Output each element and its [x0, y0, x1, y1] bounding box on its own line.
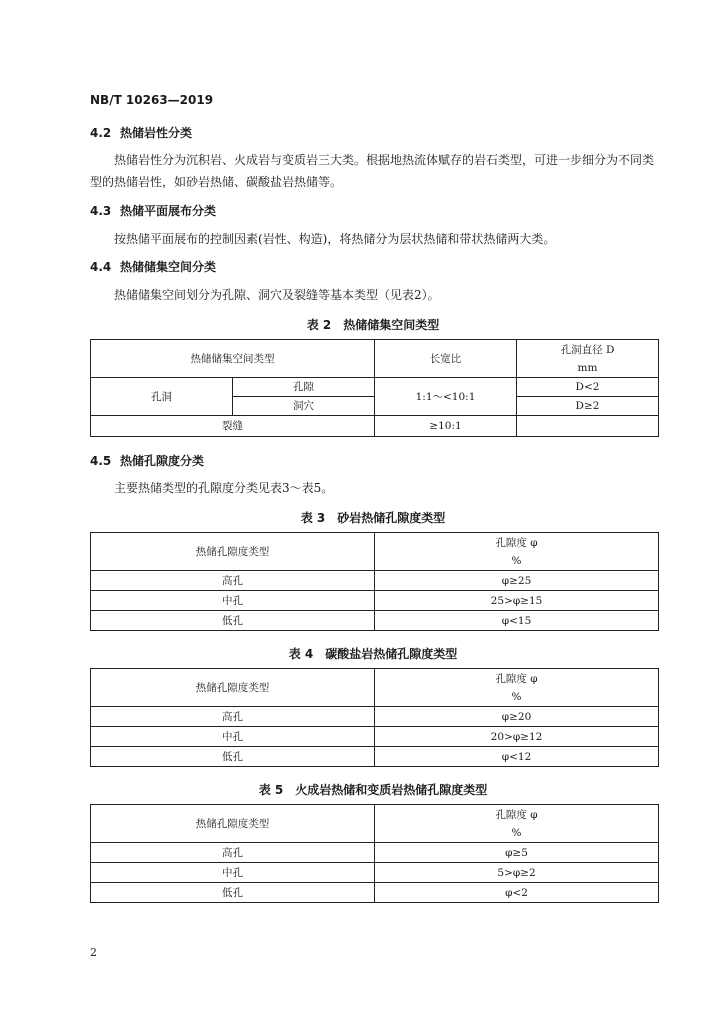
table-5-caption: 表 5 火成岩热储和变质岩热储孔隙度类型 — [258, 783, 488, 797]
table-row — [91, 571, 659, 591]
section-4-3-text: 按热储平面展布的控制因素(岩性、构造)，将热储分为层状热储和带状热储两大类。 — [114, 232, 556, 246]
fracture-type: 裂缝 — [91, 416, 375, 437]
table-row — [91, 591, 659, 611]
table-row — [91, 416, 659, 437]
header-aspect-ratio: 长宽比 — [375, 340, 517, 378]
header-diameter-unit: mm — [577, 361, 598, 374]
standard-code: NB/T 10263—2019 — [90, 93, 214, 107]
header-diameter — [517, 340, 659, 378]
table-row — [91, 611, 659, 631]
table-row — [91, 843, 659, 863]
porosity-type-cell: 低孔 — [91, 747, 375, 767]
table-row — [91, 883, 659, 903]
subtype-cell: 孔隙 — [233, 378, 375, 397]
porosity-type-cell: 高孔 — [91, 707, 375, 727]
porosity-value-cell: φ<12 — [375, 747, 659, 767]
diameter-cell: D<2 — [517, 378, 659, 397]
porosity-type-cell: 中孔 — [91, 863, 375, 883]
header-porosity-label: 孔隙度 φ — [495, 536, 538, 549]
porosity-type-cell: 中孔 — [91, 727, 375, 747]
table-3-caption: 表 3 砂岩热储孔隙度类型 — [300, 511, 446, 525]
section-4-2-heading — [90, 124, 192, 141]
header-porosity-type: 热储孔隙度类型 — [91, 533, 375, 571]
diameter-cell: D≥2 — [517, 397, 659, 416]
table-row — [91, 707, 659, 727]
section-number: 4.2 — [90, 126, 112, 140]
subtype-cell: 洞穴 — [233, 397, 375, 416]
porosity-value-cell: φ≥25 — [375, 571, 659, 591]
fracture-ratio: ≥10:1 — [375, 416, 517, 437]
section-4-4-heading — [90, 258, 216, 275]
header-porosity — [375, 805, 659, 843]
header-porosity-unit: % — [511, 554, 522, 567]
section-title: 热储储集空间分类 — [120, 260, 217, 274]
section-number: 4.3 — [90, 204, 112, 218]
table-2-caption: 表 2 热储储集空间类型 — [306, 318, 440, 332]
header-space-type: 热储储集空间类型 — [91, 340, 375, 378]
group-label: 孔洞 — [91, 378, 233, 416]
porosity-type-cell: 中孔 — [91, 591, 375, 611]
porosity-value-cell: φ<2 — [375, 883, 659, 903]
section-title: 热储岩性分类 — [120, 126, 193, 140]
header-porosity-type: 热储孔隙度类型 — [91, 669, 375, 707]
header-porosity-label: 孔隙度 φ — [495, 672, 538, 685]
section-4-2-text: 热储岩性分为沉积岩、火成岩与变质岩三大类。根据地热流体赋存的岩石类型，可进一步细分为不同类型的热储岩性，如砂岩热储、碳酸盐岩热储等。 — [90, 153, 655, 189]
porosity-type-cell: 低孔 — [91, 611, 375, 631]
section-4-5-text: 主要热储类型的孔隙度分类见表3～表5。 — [114, 481, 334, 495]
section-number: 4.4 — [90, 260, 112, 274]
header-diameter-label: 孔洞直径 D — [560, 343, 615, 356]
porosity-value-cell: φ≥20 — [375, 707, 659, 727]
table-4-caption: 表 4 碳酸盐岩热储孔隙度类型 — [288, 647, 458, 661]
header-porosity-unit: % — [511, 690, 522, 703]
header-porosity-unit: % — [511, 826, 522, 839]
table-3 — [90, 532, 659, 631]
porosity-type-cell: 高孔 — [91, 571, 375, 591]
header-porosity-type: 热储孔隙度类型 — [91, 805, 375, 843]
porosity-value-cell: φ≥5 — [375, 843, 659, 863]
porosity-value-cell: 5>φ≥2 — [375, 863, 659, 883]
group-ratio: 1:1～<10:1 — [375, 378, 517, 416]
porosity-value-cell: 20>φ≥12 — [375, 727, 659, 747]
section-title: 热储平面展布分类 — [120, 204, 217, 218]
section-4-4-text: 热储储集空间划分为孔隙、洞穴及裂缝等基本类型（见表2）。 — [114, 288, 440, 302]
header-porosity-label: 孔隙度 φ — [495, 808, 538, 821]
porosity-value-cell: φ<15 — [375, 611, 659, 631]
section-4-5-heading — [90, 452, 204, 469]
table-row — [91, 727, 659, 747]
table-row — [91, 378, 659, 397]
table-row — [91, 747, 659, 767]
porosity-type-cell: 低孔 — [91, 883, 375, 903]
table-5 — [90, 804, 659, 903]
header-porosity — [375, 533, 659, 571]
porosity-value-cell: 25>φ≥15 — [375, 591, 659, 611]
table-2 — [90, 339, 659, 437]
porosity-type-cell: 高孔 — [91, 843, 375, 863]
section-4-3-heading — [90, 202, 216, 219]
table-row — [91, 863, 659, 883]
table-4 — [90, 668, 659, 767]
fracture-diameter — [517, 416, 659, 437]
section-number: 4.5 — [90, 454, 112, 468]
section-title: 热储孔隙度分类 — [120, 454, 205, 468]
page-number: 2 — [90, 946, 97, 959]
header-porosity — [375, 669, 659, 707]
